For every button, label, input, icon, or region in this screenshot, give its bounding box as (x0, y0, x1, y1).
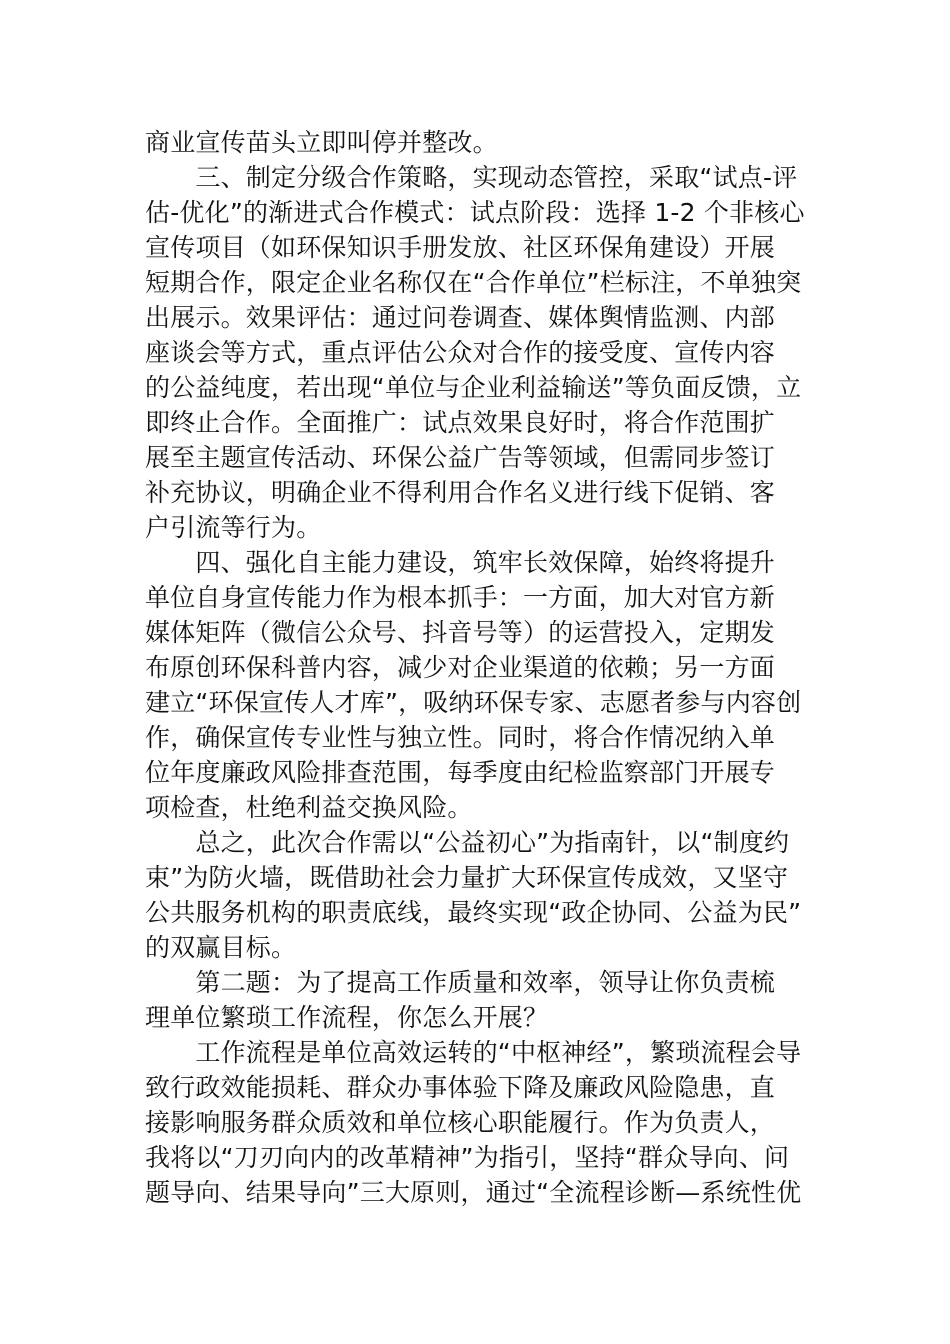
text-line: 媒体矩阵（微信公众号、抖音号等）的运营投入，定期发 (145, 618, 776, 647)
text-line: 宣传项目（如环保知识手册发放、社区环保角建设）开展 (145, 233, 776, 262)
text-line: 出展示。效果评估：通过问卷调查、媒体舆情监测、内部 (145, 303, 776, 332)
text-line: 的双赢目标。 (145, 933, 297, 962)
document-body (145, 125, 810, 1210)
text-line: 补充协议，明确企业不得利用合作名义进行线下促销、客 (145, 478, 776, 507)
text-line: 项检查，杜绝利益交换风险。 (145, 793, 473, 822)
text-line: 户引流等行为。 (145, 513, 322, 542)
text-line: 我将以“刀刃向内的改革精神”为指引，坚持“群众导向、问 (145, 1143, 790, 1172)
text-line: 束”为防火墙，既借助社会力量扩大环保宣传成效，又坚守 (145, 863, 789, 892)
text-line: 布原创环保科普内容，减少对企业渠道的依赖；另一方面 (145, 653, 776, 682)
text-line: 建立“环保宣传人才库”，吸纳环保专家、志愿者参与内容创 (145, 688, 802, 717)
text-line: 短期合作，限定企业名称仅在“合作单位”栏标注，不单独突 (145, 268, 802, 297)
text-line: 位年度廉政风险排查范围，每季度由纪检监察部门开展专 (145, 758, 776, 787)
text-line: 第二题：为了提高工作质量和效率，领导让你负责梳 (145, 968, 776, 997)
text-line: 的公益纯度，若出现“单位与企业利益输送”等负面反馈，立 (145, 373, 802, 402)
text-line: 估-优化”的渐进式合作模式：试点阶段：选择 1-2 个非核心 (145, 198, 805, 227)
text-line: 三、制定分级合作策略，实现动态管控，采取“试点-评 (145, 163, 798, 192)
text-line: 工作流程是单位高效运转的“中枢神经”，繁琐流程会导 (145, 1038, 802, 1067)
text-line: 商业宣传苗头立即叫停并整改。 (145, 128, 498, 157)
text-line: 单位自身宣传能力作为根本抓手：一方面，加大对官方新 (145, 583, 776, 612)
text-line: 总之，此次合作需以“公益初心”为指南针，以“制度约 (145, 828, 790, 857)
text-line: 座谈会等方式，重点评估公众对合作的接受度、宣传内容 (145, 338, 776, 367)
text-line: 公共服务机构的职责底线，最终实现“政企协同、公益为民” (145, 898, 802, 927)
text-line: 致行政效能损耗、群众办事体验下降及廉政风险隐患，直 (145, 1073, 776, 1102)
text-line: 题导向、结果导向”三大原则，通过“全流程诊断—系统性优 (145, 1178, 802, 1207)
text-line: 四、强化自主能力建设，筑牢长效保障，始终将提升 (145, 548, 776, 577)
text-line: 理单位繁琐工作流程，你怎么开展？ (145, 1003, 549, 1032)
text-line: 接影响服务群众质效和单位核心职能履行。作为负责人， (145, 1108, 776, 1137)
text-line: 作，确保宣传专业性与独立性。同时，将合作情况纳入单 (145, 723, 776, 752)
text-line: 展至主题宣传活动、环保公益广告等领域，但需同步签订 (145, 443, 776, 472)
text-line: 即终止合作。全面推广：试点效果良好时，将合作范围扩 (145, 408, 776, 437)
